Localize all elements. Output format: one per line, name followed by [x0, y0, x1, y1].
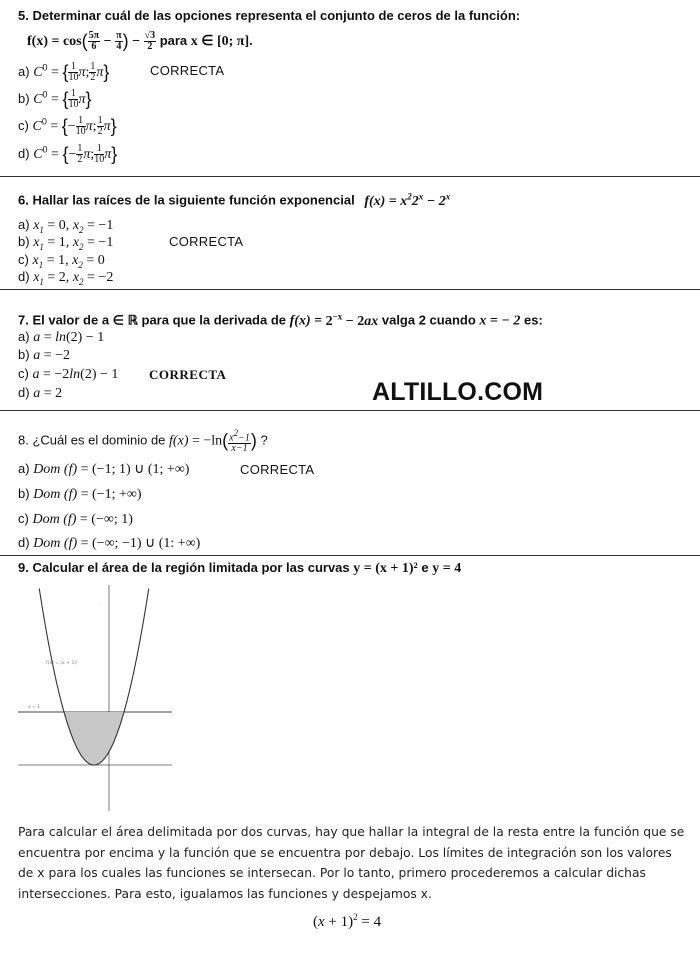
separator-line	[0, 555, 700, 556]
q7-option-a: a) a = ln(2) − 1	[18, 329, 105, 345]
solution-equation: $(x + 1)^2 = 4$	[313, 912, 382, 930]
q7-option-c: c) a = −2ln(2) − 1	[18, 366, 119, 382]
q6-option-a: a) $x_1 = 0$, $x_2 = -1$	[18, 217, 114, 235]
graph-curve-label: f(x) = (x + 1)²	[46, 661, 78, 666]
question-9-heading	[18, 560, 461, 577]
q8-option-a-label: a)	[18, 461, 30, 476]
q6-correct-badge: CORRECTA	[169, 234, 244, 249]
question-8-heading: 8. ¿Cuál es el dominio de f(x) = −ln( $\frac{x^2-1}{x-1}$ ) ?	[18, 428, 268, 455]
question-8-title-end: ?	[260, 432, 268, 448]
solution-paragraph: Para calcular el área delimitada por dos curvas, hay que hallar la integral de la resta entre la función que se encuentra por encima y la función que se encuentra por debajo. Los límites de integración son los valores de x para los cuales las funciones se intersecan. Por lo tanto, primero procederemos a calcular dichas intersecciones. Para esto, igualamos las funciones y despejamos x.	[18, 825, 685, 901]
q5-option-b-label: b)	[18, 90, 30, 106]
q8-option-d-label: d)	[18, 535, 30, 550]
q7-option-c-label: c)	[18, 366, 29, 381]
question-5-function: f(x) = cos( $\frac{5\pi}{6}$ − $\frac{\pi}{4}$ ) − $\frac{√3}{2}$ para x ∈ [0; π].	[27, 30, 253, 52]
question-8-title: 8. ¿Cuál es el dominio de	[18, 432, 166, 448]
q6-option-d: d) $x_1 = 2$, $x_2 = -2$	[18, 269, 114, 287]
separator-line	[0, 176, 700, 177]
q5-option-a: a) $C^0$ = { $\frac{1}{10}$ π; $\frac{1}{2}$ π}	[18, 61, 110, 83]
q6-option-c-label: c)	[18, 252, 29, 267]
q7-option-a-label: a)	[18, 329, 30, 344]
question-7-heading: 7. El valor de a ∈ ℝ para que la derivada de $f(x) = 2^{-x} - 2ax$ valga 2 cuando x = − 2 es:	[18, 311, 543, 329]
question-7-title-end: es:	[524, 312, 543, 328]
watermark-text: ALTILLO.COM	[372, 378, 544, 406]
question-9-curve-1: y = (x + 1)²	[353, 561, 418, 576]
graph-line-label: x = 1	[28, 705, 41, 710]
q7-correct-badge: CORRECTA	[149, 367, 227, 382]
q8-option-a: a) Dom (f) = (−1; 1) ∪ (1; +∞)	[18, 461, 190, 477]
question-9-curve-2: y = 4	[432, 561, 462, 576]
q6-option-a-label: a)	[18, 217, 30, 232]
q8-option-c-label: c)	[18, 511, 29, 526]
separator-line	[0, 289, 700, 290]
q7-option-d-label: d)	[18, 385, 30, 400]
q8-option-b-label: b)	[18, 486, 30, 501]
q5-correct-badge: CORRECTA	[150, 63, 225, 78]
q5-option-c-label: c)	[18, 117, 29, 133]
q8-option-b: b) Dom (f) = (−1; +∞)	[18, 486, 142, 502]
q7-option-d: d) a = 2	[18, 385, 63, 401]
q5-option-d: d) $C^0$ = {− $\frac{1}{2}$ π; $\frac{1}{10}$ π}	[18, 143, 118, 165]
q6-option-b: b) $x_1 = 1$, $x_2 = -1$	[18, 234, 114, 252]
question-9-title: 9. Calcular el área de la región limitada por las curvas	[18, 560, 350, 575]
q6-option-b-label: b)	[18, 234, 30, 249]
q8-option-d: d) Dom (f) = (−∞; −1) ∪ (1: +∞)	[18, 535, 201, 551]
area-graph	[14, 585, 176, 815]
q5-option-a-label: a)	[18, 63, 30, 79]
q6-option-c: c) $x_1 = 1$, $x_2 = 0$	[18, 252, 105, 270]
question-7-title: 7. El valor de a ∈ ℝ para que la derivada de	[18, 312, 287, 328]
q6-option-d-label: d)	[18, 269, 30, 284]
graph-axis-tick: ·	[99, 601, 101, 606]
question-9-connector: e	[421, 560, 429, 575]
q5-option-c: c) $C^0$ = {− $\frac{1}{10}$ π; $\frac{1}{2}$ π}	[18, 115, 117, 137]
q7-option-b: b) a = −2	[18, 347, 70, 363]
q8-correct-badge: CORRECTA	[240, 462, 315, 477]
separator-line	[0, 410, 700, 411]
question-7-title-mid: valga 2 cuando	[381, 312, 476, 328]
question-5-title: 5. Determinar cuál de las opciones representa el conjunto de ceros de la función:	[18, 8, 521, 23]
q5-option-d-label: d)	[18, 145, 30, 161]
question-6-title: 6. Hallar las raíces de la siguiente función exponencial	[18, 192, 355, 208]
q5-option-b: b) $C^0$ = { $\frac{1}{10}$ π}	[18, 88, 92, 110]
q7-option-b-label: b)	[18, 347, 30, 362]
q8-option-c: c) Dom (f) = (−∞; 1)	[18, 511, 133, 527]
question-6-heading: 6. Hallar las raíces de la siguiente función exponencial $f(x) = x^22^x - 2^x$	[18, 191, 451, 209]
